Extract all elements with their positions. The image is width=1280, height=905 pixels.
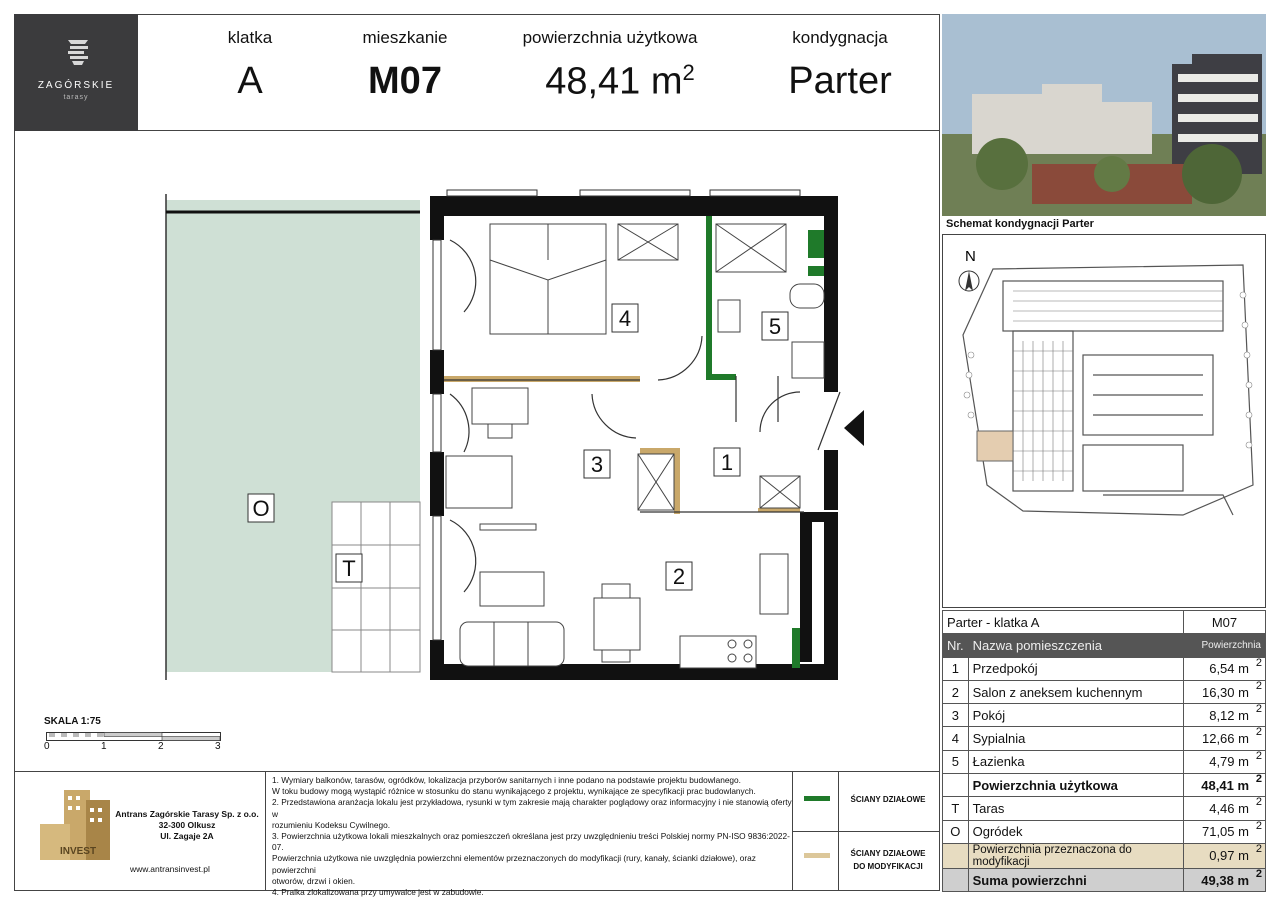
note-line: otworów, drzwi i okien. — [272, 875, 356, 886]
row-name: Pokój — [968, 704, 1183, 727]
table-row — [943, 843, 1266, 868]
note-line: rozumieniu Kodeksu Cywilnego. — [272, 819, 391, 830]
scale-tick-3: 3 — [215, 741, 221, 752]
table-row — [943, 820, 1266, 843]
room-number-2: 2 — [672, 564, 686, 589]
entrance-arrow-icon — [844, 410, 864, 446]
note-line: 1. Wymiary balkonów, tarasów, ogródków, lokalizacja przyborów sanitarnych i inne podano na podstawie projektu budowlanego. — [272, 775, 741, 785]
table-row — [943, 774, 1266, 797]
header-label-kondygnacja: kondygnacja — [792, 28, 888, 47]
row-area: 4,46 m 2 — [1184, 797, 1266, 820]
row-name: Łazienka — [968, 750, 1183, 773]
room-number-1: 1 — [720, 450, 734, 475]
table-header-row — [943, 634, 1266, 657]
row-nr: O — [943, 820, 969, 843]
row-area: 0,97 m 2 — [1184, 843, 1266, 868]
row-nr: 1 — [943, 657, 969, 680]
header-label-powierzchnia: powierzchnia użytkowa — [522, 28, 698, 47]
company-web[interactable]: www.antransinvest.pl — [130, 864, 210, 874]
row-nr — [943, 843, 969, 868]
room-number-5: 5 — [768, 314, 782, 339]
row-area: 6,54 m 2 — [1184, 657, 1266, 680]
legend-swatch-partition — [804, 796, 830, 801]
scale-bar — [46, 732, 222, 742]
company-street: Ul. Zagaje 2A — [160, 831, 214, 841]
col-header-nr: Nr. — [943, 634, 969, 657]
scale-tick-2: 2 — [158, 741, 164, 752]
row-name: Suma powierzchni — [968, 868, 1183, 891]
garden-label: O — [252, 496, 270, 521]
terrace-label: T — [342, 556, 356, 581]
header-value-kondygnacja: Parter — [788, 60, 892, 102]
brand-sub: tarasy — [63, 94, 89, 101]
schema-title: Schemat kondygnacji Parter — [946, 218, 1094, 230]
table-row — [943, 704, 1266, 727]
row-name: Powierzchnia użytkowa — [968, 774, 1183, 797]
scale-title: SKALA 1:75 — [44, 716, 101, 727]
row-nr: T — [943, 797, 969, 820]
row-area: 71,05 m 2 — [1184, 820, 1266, 843]
col-header-name: Nazwa pomieszczenia — [968, 634, 1183, 657]
header-value-klatka: A — [237, 60, 263, 102]
scale-tick-1: 1 — [101, 741, 107, 752]
row-name: Taras — [968, 797, 1183, 820]
site-map — [942, 234, 1266, 608]
table-row — [943, 657, 1266, 680]
room-table — [942, 610, 1266, 892]
table-row — [943, 750, 1266, 773]
header-value-mieszkanie: M07 — [368, 60, 442, 102]
note-line: 2. Przedstawiona aranżacja lokalu jest przykładowa, rysunki w tym zakresie mają charakter poglądowy oraz informacyjny i nie stanowią oferty w — [272, 797, 792, 819]
room-number-3: 3 — [590, 452, 604, 477]
notes — [272, 775, 792, 898]
table-unit-code: M07 — [1184, 611, 1266, 634]
row-nr — [943, 774, 969, 797]
brand-name: ZAGÓRSKIE — [37, 80, 115, 91]
furniture — [446, 224, 824, 668]
company-zip-city: 32-300 Olkusz — [158, 820, 216, 830]
note-line: Powierzchnia użytkowa nie uwzględnia powierzchni elementów przeznaczonych do modyfikacji (rury, kanały, ścianki działowe), oraz powierzchni — [272, 853, 756, 875]
row-name: Sypialnia — [968, 727, 1183, 750]
scale-tick-0: 0 — [44, 741, 50, 752]
floor-plan — [150, 180, 870, 700]
row-area: 12,66 m 2 — [1184, 727, 1266, 750]
row-nr: 2 — [943, 680, 969, 703]
header-label-klatka: klatka — [227, 28, 273, 47]
table-row — [943, 680, 1266, 703]
company-info — [112, 809, 262, 842]
table-title-row — [943, 611, 1266, 634]
north-label: N — [965, 248, 976, 265]
table-title: Parter - klatka A — [943, 611, 1184, 634]
row-name: Ogródek — [968, 820, 1183, 843]
col-header-area: Powierzchnia — [1184, 634, 1266, 657]
note-line: W toku budowy mogą wystąpić różnice w stosunku do stanu wynikającego z projektu, wynikające ze specyfikacji prac budowlanych. — [272, 786, 756, 797]
room-number-4: 4 — [618, 306, 632, 331]
header-value-powierzchnia: 48,41 $m^2$ — [545, 60, 695, 103]
header-label-mieszkanie: mieszkanie — [362, 28, 448, 47]
row-nr: 5 — [943, 750, 969, 773]
company-logo-text: INVEST — [59, 846, 97, 857]
row-area: 49,38 m 2 — [1184, 868, 1266, 891]
table-row — [943, 797, 1266, 820]
row-name: Salon z aneksem kuchennym — [968, 680, 1183, 703]
brand-logo-icon — [66, 38, 92, 70]
note-line: 4. Pralka zlokalizowana przy umywalce jest w zabudowie. — [272, 887, 484, 898]
row-name: Powierzchnia przeznaczona do modyfikacji — [968, 843, 1183, 868]
row-nr — [943, 868, 969, 891]
unit-highlight — [977, 431, 1013, 461]
row-area: 48,41 m 2 — [1184, 774, 1266, 797]
legend-swatch-modification — [804, 853, 830, 858]
table-row — [943, 727, 1266, 750]
company-name: Antrans Zagórskie Tarasy Sp. z o.o. — [115, 809, 259, 819]
row-nr: 4 — [943, 727, 969, 750]
table-row — [943, 868, 1266, 891]
legend-label-modification: ŚCIANY DZIAŁOWE DO MODYFIKACJI — [850, 849, 926, 871]
row-area: 8,12 m 2 — [1184, 704, 1266, 727]
terrace-grid — [332, 502, 420, 672]
legend-label-partition: ŚCIANY DZIAŁOWE — [850, 795, 926, 804]
row-name: Przedpokój — [968, 657, 1183, 680]
note-line: 3. Powierzchnia użytkowa lokali mieszkalnych oraz pomieszczeń określana jest przy uwzględnieniu treści Polskiej normy PN-ISO 9836:2022-07. — [272, 831, 790, 853]
brand-logo — [14, 14, 138, 131]
row-nr: 3 — [943, 704, 969, 727]
row-area: 4,79 m 2 — [1184, 750, 1266, 773]
building-photo — [942, 14, 1266, 216]
row-area: 16,30 m 2 — [1184, 680, 1266, 703]
